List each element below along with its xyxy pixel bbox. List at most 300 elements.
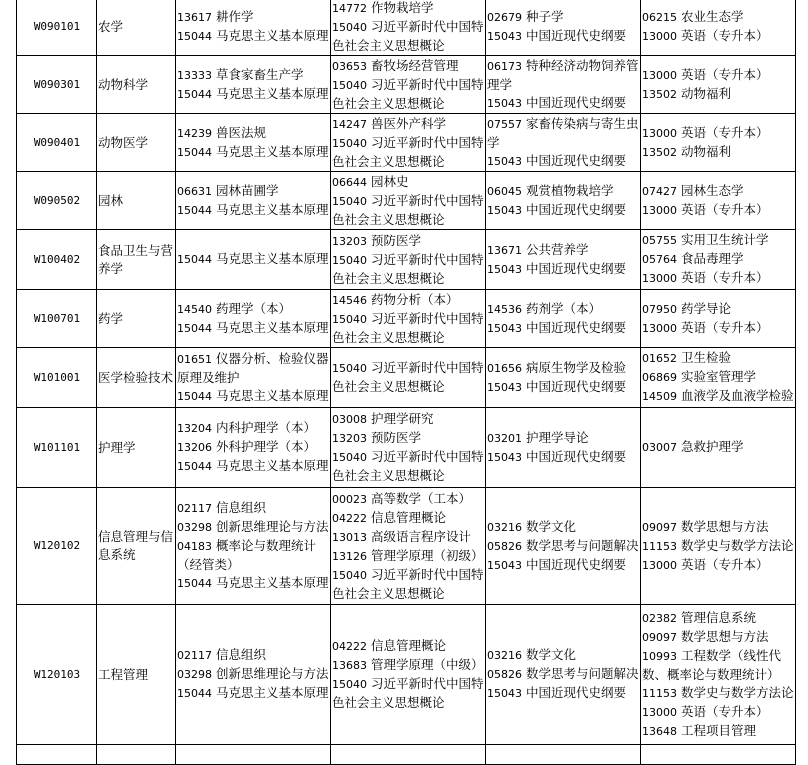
table-row [17, 488, 796, 605]
course-entry [642, 368, 795, 387]
table-row [17, 605, 796, 745]
course-code: 03008 [332, 413, 367, 426]
course-title: 园林苗圃学 [216, 182, 279, 198]
course-title: 数学思考与问题解决 [526, 537, 639, 553]
course-code: 15043 [487, 450, 522, 464]
course-entry [332, 509, 485, 528]
course-entry [487, 556, 640, 575]
course-cell-2 [331, 230, 486, 290]
course-entry [332, 429, 485, 448]
course-entry [642, 387, 795, 406]
course-cell-4 [641, 114, 796, 172]
course-code: 15043 [487, 687, 522, 700]
course-code: 15040 [332, 78, 367, 92]
course-code: 06215 [642, 11, 677, 24]
course-code: 15044 [177, 687, 212, 700]
major-name-cell: 动物医学 [97, 114, 176, 172]
course-code: 03201 [487, 431, 522, 445]
course-code: 15040 [332, 136, 367, 150]
course-entry [332, 192, 485, 229]
course-code: 06631 [177, 184, 212, 198]
course-entry [332, 310, 485, 347]
course-title: 中国近现代史纲要 [526, 556, 627, 572]
course-title: 中国近现代史纲要 [526, 201, 627, 217]
course-entry [642, 66, 795, 85]
course-title: 草食家畜生产学 [216, 66, 304, 82]
course-title: 马克思主义基本原理 [216, 85, 329, 101]
course-title: 管理学原理（中级） [371, 657, 484, 672]
course-code: 05826 [487, 539, 522, 553]
course-code: 15040 [332, 678, 367, 691]
course-title: 信息管理概论 [371, 509, 447, 525]
course-cell-4 [641, 408, 796, 488]
course-entry [177, 537, 330, 574]
course-title: 园林生态学 [681, 182, 744, 198]
course-code: 13683 [332, 659, 367, 672]
course-title: 预防医学 [371, 232, 422, 248]
course-code: 15044 [177, 203, 212, 217]
course-title: 护理学导论 [526, 429, 589, 445]
table-row [17, 56, 796, 114]
course-code: 13206 [177, 441, 212, 454]
course-cell-3 [486, 0, 641, 56]
course-code: 15040 [332, 253, 367, 267]
course-entry [487, 300, 640, 319]
course-cell-1 [176, 605, 331, 745]
course-title: 园林史 [371, 173, 409, 189]
course-title: 马克思主义基本原理 [216, 143, 329, 159]
course-code: 11153 [642, 686, 677, 700]
course-entry [642, 647, 795, 684]
course-entry [642, 349, 795, 368]
course-entry [487, 201, 640, 220]
course-code: 09097 [642, 630, 677, 644]
course-code: 10993 [642, 649, 677, 663]
course-title: 工程项目管理 [681, 722, 757, 738]
course-title: 观赏植物栽培学 [526, 182, 614, 198]
course-entry [177, 518, 330, 537]
course-title: 信息组织 [216, 500, 267, 515]
major-name-cell [97, 745, 176, 765]
course-code: 15044 [177, 30, 212, 43]
course-title: 数学文化 [526, 518, 577, 534]
course-title: 马克思主义基本原理 [216, 28, 329, 43]
course-cell-3 [486, 348, 641, 408]
course-entry [487, 152, 640, 171]
course-title: 马克思主义基本原理 [216, 251, 329, 266]
course-code: 03216 [487, 649, 522, 662]
course-title: 习近平新时代中国特色社会主义思想概论 [332, 360, 484, 394]
course-code: 14772 [332, 2, 367, 15]
course-title: 公共营养学 [526, 241, 589, 257]
course-cell-3 [486, 114, 641, 172]
course-entry [332, 291, 485, 310]
course-code: 13000 [642, 272, 677, 285]
course-entry [642, 628, 795, 647]
course-code: 15040 [332, 21, 367, 34]
course-title: 英语（专升本） [681, 124, 769, 140]
course-entry [487, 27, 640, 46]
course-title: 习近平新时代中国特色社会主义思想概论 [332, 19, 484, 53]
course-code: 03653 [332, 59, 367, 73]
course-entry [177, 438, 330, 457]
course-entry [642, 85, 795, 104]
course-entry [177, 85, 330, 104]
course-entry [487, 182, 640, 201]
course-entry [332, 490, 485, 509]
course-title: 动物福利 [681, 85, 732, 101]
course-entry [332, 547, 485, 566]
major-code-cell: W120102 [17, 488, 97, 605]
course-code: 15040 [332, 194, 367, 208]
course-code: 02679 [487, 11, 522, 24]
course-title: 食品毒理学 [681, 251, 744, 266]
table-row [17, 348, 796, 408]
course-code: 05826 [487, 668, 522, 681]
course-entry [177, 143, 330, 162]
course-entry [177, 201, 330, 220]
course-entry [642, 537, 795, 556]
course-code: 14247 [332, 117, 367, 131]
course-entry [332, 57, 485, 76]
course-cell-4 [641, 56, 796, 114]
course-title: 卫生检验 [681, 350, 732, 365]
course-title: 数学史与数学方法论 [681, 684, 794, 700]
course-title: 外科护理学（本） [216, 439, 317, 454]
course-entry [332, 359, 485, 396]
course-title: 实用卫生统计学 [681, 232, 769, 247]
course-title: 作物栽培学 [371, 0, 434, 15]
course-entry [177, 66, 330, 85]
course-code: 13000 [642, 705, 677, 719]
course-title: 药理学（本） [216, 300, 292, 316]
course-code: 15040 [332, 312, 367, 326]
course-entry [177, 350, 330, 387]
course-entry [642, 556, 795, 575]
course-cell-1 [176, 348, 331, 408]
major-code-cell [17, 745, 97, 765]
course-title: 英语（专升本） [681, 201, 769, 217]
course-cell-3 [486, 290, 641, 348]
course-title: 马克思主义基本原理 [216, 319, 329, 335]
course-title: 病原生物学及检验 [526, 359, 627, 375]
course-title: 农业生态学 [681, 9, 744, 24]
course-cell-1 [176, 290, 331, 348]
course-code: 07950 [642, 302, 677, 316]
course-code: 15043 [487, 262, 522, 276]
course-entry [177, 250, 330, 269]
course-code: 11153 [642, 539, 677, 553]
course-cell-2 [331, 290, 486, 348]
course-code: 06173 [487, 59, 522, 73]
course-code: 15043 [487, 154, 522, 168]
course-code: 04222 [332, 640, 367, 653]
course-title: 马克思主义基本原理 [216, 575, 329, 590]
course-cell-3 [486, 605, 641, 745]
course-title: 习近平新时代中国特色社会主义思想概论 [332, 134, 484, 169]
course-code: 15043 [487, 96, 522, 110]
course-entry [642, 438, 795, 457]
course-entry [332, 173, 485, 192]
course-entry [177, 124, 330, 143]
course-code: 02117 [177, 502, 212, 515]
course-code: 05755 [642, 234, 677, 247]
course-cell-3 [486, 745, 641, 765]
course-entry [487, 241, 640, 260]
course-entry [642, 722, 795, 741]
course-entry [332, 115, 485, 134]
course-code: 15044 [177, 389, 212, 403]
course-code: 02382 [642, 611, 677, 625]
course-entry [332, 134, 485, 171]
course-code: 13204 [177, 422, 212, 435]
course-cell-1 [176, 488, 331, 605]
course-entry [487, 8, 640, 27]
course-code: 02117 [177, 649, 212, 662]
course-title: 中国近现代史纲要 [526, 448, 627, 464]
course-entry [642, 684, 795, 703]
course-entry [177, 457, 330, 476]
course-title: 药物分析（本） [371, 291, 459, 307]
course-title: 兽医法规 [216, 124, 267, 140]
course-entry [642, 703, 795, 722]
table-body [17, 0, 796, 765]
course-title: 概率论与数理统计（经管类） [177, 538, 317, 572]
course-title: 马克思主义基本原理 [216, 387, 329, 403]
course-code: 15044 [177, 145, 212, 159]
course-code: 15043 [487, 380, 522, 394]
course-code: 05764 [642, 253, 677, 266]
course-code: 13333 [177, 68, 212, 82]
course-entry [642, 518, 795, 537]
course-title: 英语（专升本） [681, 556, 769, 572]
course-entry [177, 182, 330, 201]
course-entry [642, 609, 795, 628]
major-name-cell: 医学检验技术 [97, 348, 176, 408]
course-title: 管理信息系统 [681, 609, 757, 625]
course-entry [177, 27, 330, 46]
course-title: 血液学及血液学检验 [681, 388, 794, 403]
course-code: 13648 [642, 724, 677, 738]
course-code: 15044 [177, 577, 212, 590]
course-title: 信息组织 [216, 647, 267, 662]
major-name-cell: 动物科学 [97, 56, 176, 114]
major-name-cell: 园林 [97, 172, 176, 230]
course-entry [487, 646, 640, 665]
course-code: 14546 [332, 293, 367, 307]
course-title: 习近平新时代中国特色社会主义思想概论 [332, 449, 484, 483]
course-code: 14509 [642, 390, 677, 403]
course-code: 01651 [177, 352, 212, 366]
course-cell-2 [331, 745, 486, 765]
course-entry [487, 260, 640, 279]
course-entry [642, 27, 795, 46]
course-code: 15044 [177, 460, 212, 473]
course-title: 中国近现代史纲要 [526, 28, 627, 43]
course-title: 数学文化 [526, 647, 577, 662]
course-entry [177, 319, 330, 338]
course-code: 14540 [177, 302, 212, 316]
course-entry [487, 57, 640, 94]
course-code: 15040 [332, 451, 367, 464]
course-entry [642, 269, 795, 288]
course-title: 药学导论 [681, 300, 732, 316]
course-title: 中国近现代史纲要 [526, 378, 627, 394]
course-entry [487, 359, 640, 378]
course-title: 英语（专升本） [681, 28, 769, 43]
table-row [17, 0, 796, 56]
course-title: 药剂学（本） [526, 300, 602, 316]
course-title: 实验室管理学 [681, 369, 757, 384]
course-title: 习近平新时代中国特色社会主义思想概论 [332, 251, 484, 286]
course-entry [487, 319, 640, 338]
table-row [17, 230, 796, 290]
course-code: 00023 [332, 492, 367, 506]
course-code: 04222 [332, 511, 367, 525]
course-code: 13502 [642, 87, 677, 101]
course-cell-2 [331, 605, 486, 745]
course-title: 家畜传染病与寄生虫学 [487, 115, 639, 150]
course-cell-2 [331, 488, 486, 605]
course-title: 英语（专升本） [681, 270, 769, 285]
course-entry [642, 319, 795, 338]
course-title: 创新思维理论与方法 [216, 519, 329, 534]
course-entry [642, 250, 795, 269]
course-entry [642, 8, 795, 27]
course-title: 中国近现代史纲要 [526, 319, 627, 335]
major-name-cell: 信息管理与信息系统 [97, 488, 176, 605]
course-cell-4 [641, 605, 796, 745]
course-title: 内科护理学（本） [216, 420, 317, 435]
course-code: 15044 [177, 253, 212, 266]
course-title: 中国近现代史纲要 [526, 260, 627, 276]
course-cell-3 [486, 488, 641, 605]
major-code-cell: W120103 [17, 605, 97, 745]
course-code: 13617 [177, 11, 212, 24]
table-row [17, 408, 796, 488]
course-title: 习近平新时代中国特色社会主义思想概论 [332, 76, 484, 111]
table-row [17, 172, 796, 230]
course-title: 马克思主义基本原理 [216, 685, 329, 700]
major-code-cell: W101001 [17, 348, 97, 408]
course-entry [177, 665, 330, 684]
course-code: 01652 [642, 352, 677, 365]
course-code: 15040 [332, 362, 367, 375]
major-code-cell: W101101 [17, 408, 97, 488]
course-entry [177, 387, 330, 406]
course-cell-1 [176, 56, 331, 114]
course-cell-2 [331, 0, 486, 56]
course-code: 13000 [642, 126, 677, 140]
course-entry [332, 675, 485, 712]
course-code: 06869 [642, 371, 677, 384]
course-cell-4 [641, 348, 796, 408]
major-code-cell: W100402 [17, 230, 97, 290]
course-entry [487, 94, 640, 113]
course-cell-4 [641, 0, 796, 56]
major-name-cell: 农学 [97, 0, 176, 56]
course-entry [487, 448, 640, 467]
course-title: 特种经济动物饲养管理学 [487, 57, 639, 92]
course-code: 15044 [177, 87, 212, 101]
course-entry [177, 499, 330, 518]
course-entry [487, 684, 640, 703]
course-title: 中国近现代史纲要 [526, 94, 627, 110]
course-code: 13000 [642, 30, 677, 43]
course-cell-3 [486, 56, 641, 114]
course-entry [642, 300, 795, 319]
course-title: 马克思主义基本原理 [216, 458, 329, 473]
course-entry [642, 231, 795, 250]
course-code: 13126 [332, 549, 367, 563]
course-title: 预防医学 [371, 430, 422, 445]
course-title: 高级语言程序设计 [371, 528, 472, 544]
major-code-cell: W090502 [17, 172, 97, 230]
course-code: 03298 [177, 668, 212, 681]
course-cell-1 [176, 408, 331, 488]
course-code: 13000 [642, 203, 677, 217]
major-name-cell: 食品卫生与营养学 [97, 230, 176, 290]
course-code: 01656 [487, 361, 522, 375]
course-code: 06045 [487, 184, 522, 198]
course-entry [332, 76, 485, 113]
course-title: 习近平新时代中国特色社会主义思想概论 [332, 566, 484, 601]
course-cell-2 [331, 348, 486, 408]
course-entry [177, 574, 330, 593]
course-title: 耕作学 [216, 9, 254, 24]
course-entry [177, 300, 330, 319]
course-title: 兽医外产科学 [371, 115, 447, 131]
course-cell-1 [176, 230, 331, 290]
major-code-cell: W090301 [17, 56, 97, 114]
course-code: 13000 [642, 321, 677, 335]
course-entry [642, 124, 795, 143]
course-title: 种子学 [526, 9, 564, 24]
course-code: 15040 [332, 568, 367, 582]
course-code: 13000 [642, 558, 677, 572]
course-title: 英语（专升本） [681, 319, 769, 335]
course-cell-4 [641, 290, 796, 348]
course-code: 03007 [642, 441, 677, 454]
major-name-cell: 药学 [97, 290, 176, 348]
course-cell-1 [176, 745, 331, 765]
course-entry [642, 143, 795, 162]
course-entry [332, 637, 485, 656]
course-title: 中国近现代史纲要 [526, 152, 627, 168]
course-code: 13203 [332, 234, 367, 248]
course-title: 护理学研究 [371, 411, 434, 426]
major-code-cell: W100701 [17, 290, 97, 348]
course-entry [177, 684, 330, 703]
course-entry [177, 646, 330, 665]
course-code: 03298 [177, 521, 212, 534]
course-code: 07557 [487, 117, 522, 131]
course-title: 习近平新时代中国特色社会主义思想概论 [332, 310, 484, 345]
course-cell-3 [486, 408, 641, 488]
course-code: 14239 [177, 126, 212, 140]
course-cell-2 [331, 114, 486, 172]
major-code-cell: W090101 [17, 0, 97, 56]
course-title: 习近平新时代中国特色社会主义思想概论 [332, 676, 484, 710]
course-title: 创新思维理论与方法 [216, 666, 329, 681]
course-title: 中国近现代史纲要 [526, 685, 627, 700]
course-cell-3 [486, 230, 641, 290]
course-title: 马克思主义基本原理 [216, 201, 329, 217]
course-code: 13502 [642, 145, 677, 159]
course-cell-2 [331, 172, 486, 230]
course-title: 急救护理学 [681, 439, 744, 454]
major-name-cell: 护理学 [97, 408, 176, 488]
